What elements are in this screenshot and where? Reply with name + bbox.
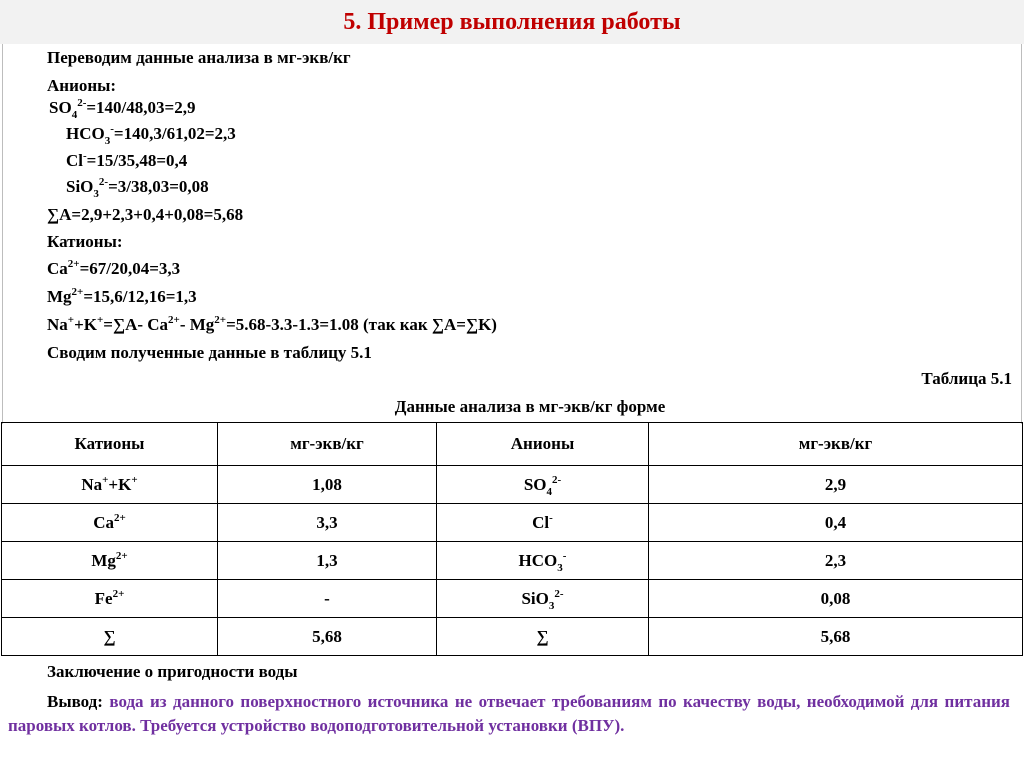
cation-sum-value: 5,68 <box>218 618 437 656</box>
cation-cell: $Mg^{2+}$ <box>2 542 218 580</box>
cation-value-cell: 3,3 <box>218 504 437 542</box>
anion-cell: SiO$_3^{2-}$ <box>437 580 649 618</box>
cation-sum-symbol: ∑ <box>2 618 218 656</box>
frame-right-border <box>1021 44 1022 424</box>
cation-cell: $Ca^{2+}$ <box>2 504 218 542</box>
cation-value-cell: 1,3 <box>218 542 437 580</box>
na-k-line: Na++K+=∑A- $Ca^{2+}-$ $Mg^{2+}=5.68-3.3-1.3=1.08$ (так как ∑A=∑K) <box>47 314 497 334</box>
header-anion-value: мг-экв/кг <box>649 423 1023 466</box>
table-sum-row <box>2 618 1023 656</box>
cation-cell: $Fe^{2+}$ <box>2 580 218 618</box>
anion-sum-line: ∑A=2,9+2,3+0,4+0,08=5,68 <box>47 205 244 224</box>
ca-line: $Ca^{2+}=67/20,04=3,3$ <box>47 258 181 278</box>
anion-value-cell: 2,9 <box>649 466 1023 504</box>
page-title: 5. Пример выполнения работы <box>343 9 681 35</box>
table-number: Таблица 5.1 <box>921 369 1012 388</box>
table-row <box>2 504 1023 542</box>
hco3-line: $HCO_3^-=140,3/61,02=2,3$ <box>66 123 236 147</box>
cl-line: Cl-=15/35,48=0,4 <box>66 150 188 170</box>
table-caption: Данные анализа в мг-экв/кг форме <box>394 397 666 416</box>
cations-heading: Катионы: <box>47 232 123 251</box>
anions-heading: Анионы: <box>47 76 117 95</box>
anion-value-cell: 0,4 <box>649 504 1023 542</box>
so4-line: $SO_4^{2-}=140/48,03=2,9$ <box>49 97 196 121</box>
anion-value-cell: 0,08 <box>649 580 1023 618</box>
cation-cell: Na++K+ <box>2 466 218 504</box>
anion-cell: Cl- <box>437 504 649 542</box>
verdict-label: Вывод: <box>47 692 103 711</box>
anion-sum-value: 5,68 <box>649 618 1023 656</box>
table-row <box>2 466 1023 504</box>
header-cations: Катионы <box>2 423 218 466</box>
anion-cell: $SO_4^{2-}$ <box>437 466 649 504</box>
frame-left-border <box>2 44 3 424</box>
cation-value-cell: - <box>218 580 437 618</box>
header-cation-value: мг-экв/кг <box>218 423 437 466</box>
conclusion-title: Заключение о пригодности воды <box>47 662 298 681</box>
cation-value-cell: 1,08 <box>218 466 437 504</box>
header-anions: Анионы <box>437 423 649 466</box>
summary-line: Сводим полученные данные в таблицу 5.1 <box>47 343 372 362</box>
verdict-text: вода из данного поверхностного источника не отвечает требованиям по качеству воды, необходимой для питания паровых котлов. Требуется устройство водоподготовительной установки (ВПУ). <box>8 692 1010 735</box>
intro-line: Переводим данные анализа в мг-экв/кг <box>47 48 351 67</box>
table-row <box>2 542 1023 580</box>
table-row <box>2 580 1023 618</box>
sio3-line: SiO$_3^{2-}$=3/38,03=0,08 <box>66 176 209 200</box>
anion-cell: $HCO_3^-$ <box>437 542 649 580</box>
anion-value-cell: 2,3 <box>649 542 1023 580</box>
anion-sum-symbol: ∑ <box>437 618 649 656</box>
conclusion-paragraph <box>8 690 1010 738</box>
analysis-table <box>1 422 1023 656</box>
table-header-row <box>2 423 1023 466</box>
mg-line: $Mg^{2+}=15,6/12,16=1,3$ <box>47 286 197 306</box>
